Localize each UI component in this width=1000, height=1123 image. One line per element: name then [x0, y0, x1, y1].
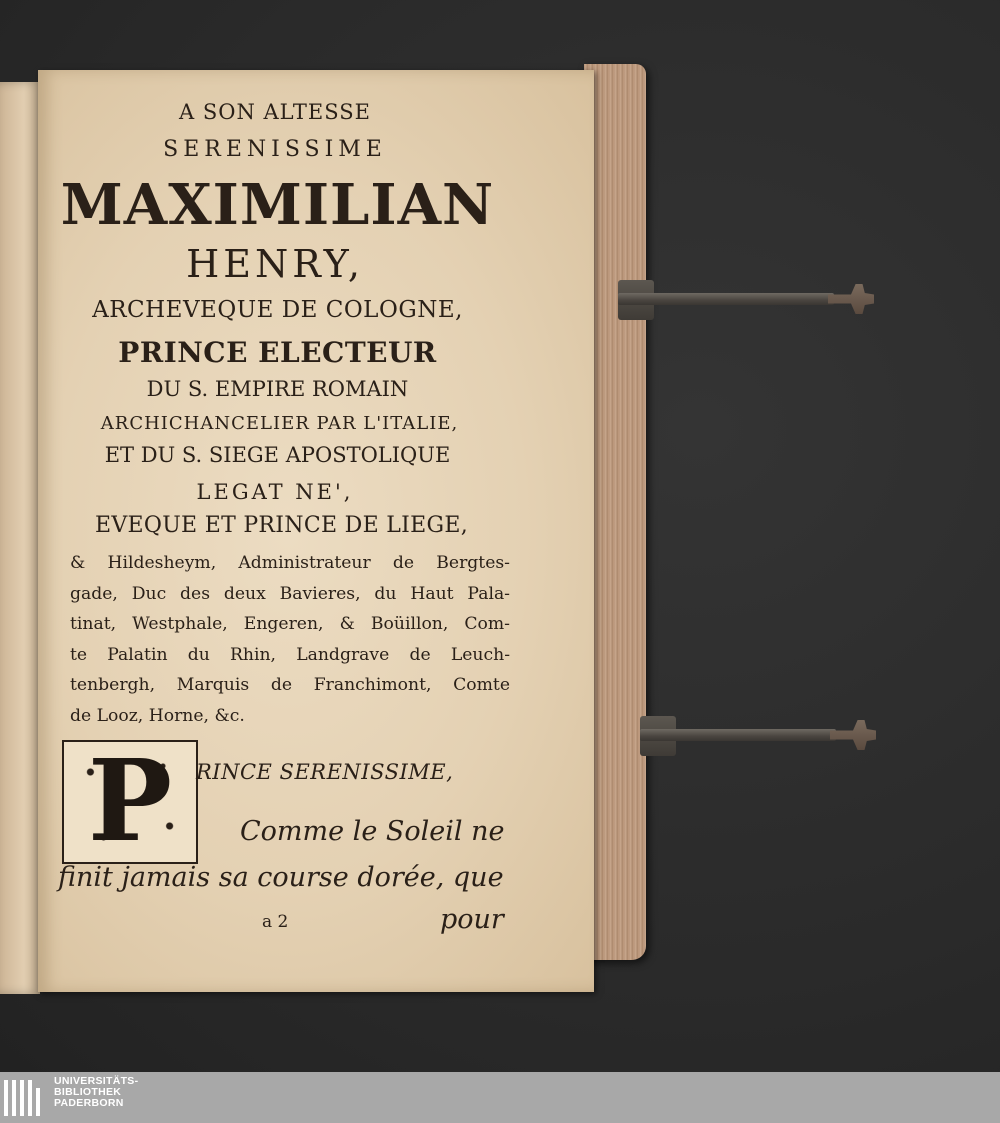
- logo-line: BIBLIOTHEK: [54, 1086, 122, 1098]
- body-line: tinat, Westphale, Engeren, & Boüillon, Com-: [70, 614, 510, 634]
- lower-clasp: [640, 720, 876, 750]
- upper-clasp: [618, 284, 874, 314]
- body-line: & Hildesheym, Administrateur de Bergtes-: [70, 553, 510, 573]
- signature-mark: a 2: [262, 912, 289, 932]
- library-logo-text: [54, 1076, 138, 1109]
- dedication-line-11: EVEQUE ET PRINCE DE LIEGE,: [94, 513, 469, 538]
- dedication-line-4: HENRY,: [186, 242, 364, 286]
- dedication-line-7: DU S. EMPIRE ROMAIN: [146, 377, 409, 401]
- dedication-line-10: LEGAT NE',: [196, 480, 354, 504]
- dedication-line-8: ARCHICHANCELIER PAR L'ITALIE,: [100, 413, 459, 434]
- body-line: gade, Duc des deux Bavieres, du Haut Pala-: [70, 583, 510, 604]
- body-italic-line-1: Comme le Soleil ne: [240, 816, 505, 847]
- titles-paragraph: [70, 548, 510, 731]
- salutation: RINCE SERENISSIME,: [196, 760, 454, 784]
- logo-line: UNIVERSITÄTS-: [54, 1075, 139, 1087]
- catchword: pour: [440, 904, 504, 935]
- facing-page-edge: [0, 82, 40, 994]
- dedication-line-2: SERENISSIME: [163, 137, 387, 162]
- dedication-line-9: ET DU S. SIEGE APOSTOLIQUE: [104, 443, 451, 467]
- logo-line: PADERBORN: [54, 1097, 124, 1109]
- initial-letter: P: [87, 736, 173, 867]
- dedication-line-1: A SON ALTESSE: [179, 100, 371, 124]
- library-logo-icon: [4, 1080, 46, 1116]
- body-line: te Palatin du Rhin, Landgrave de Leuch-: [70, 644, 510, 665]
- library-footer-bar: [0, 1072, 1000, 1123]
- ornamental-initial: [62, 736, 198, 867]
- dedication-line-6: PRINCE ELECTEUR: [118, 336, 437, 369]
- body-italic-line-2: finit jamais sa course dorée, que: [58, 862, 504, 893]
- body-line: de Looz, Horne, &c.: [70, 705, 245, 726]
- dedication-line-5: ARCHEVEQUE DE COLOGNE,: [92, 297, 463, 323]
- dedication-name: MAXIMILIAN: [60, 172, 495, 238]
- body-line: tenbergh, Marquis de Franchimont, Comte: [70, 675, 510, 695]
